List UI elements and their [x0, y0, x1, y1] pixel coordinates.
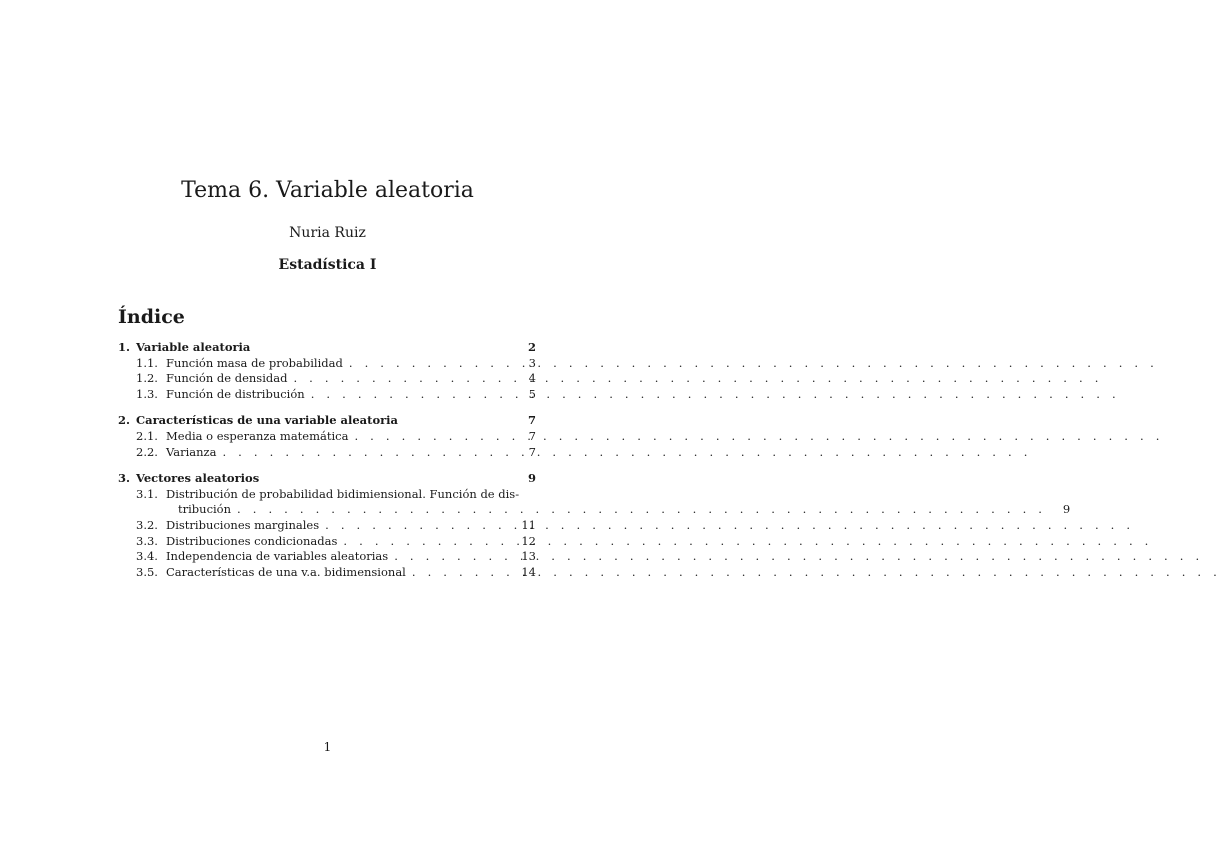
toc-section-number: 2. [118, 413, 131, 428]
toc-entry-page: 13 [521, 549, 536, 564]
toc-leader-dots [231, 502, 1052, 518]
toc-entry-title: Media o esperanza matemática [166, 428, 349, 443]
toc-section-number: 1. [118, 340, 131, 354]
table-of-contents [118, 340, 1071, 591]
toc-leader-dots [287, 371, 1108, 387]
document-title: Tema 6. Variable aleatoria [181, 178, 474, 203]
toc-entry-title-line2: tribución [178, 502, 232, 517]
toc-entry[interactable] [118, 549, 536, 565]
toc-entry[interactable] [118, 565, 536, 581]
toc-entry-title: Independencia de variables aleatorias [166, 549, 389, 564]
toc-section-page: 7 [527, 413, 536, 428]
toc-entry-page: 3 [528, 355, 536, 370]
toc-leader-dots [388, 549, 1209, 565]
toc-section-row[interactable] [118, 413, 536, 429]
toc-entry-number: 2.2. [136, 444, 158, 459]
toc-entry-page: 5 [528, 386, 536, 401]
toc-entry-page: 9 [1062, 502, 1071, 517]
toc-entry[interactable] [118, 356, 536, 372]
toc-entry[interactable] [118, 445, 536, 461]
toc-entry[interactable] [118, 429, 536, 445]
toc-entry-number: 1.3. [136, 386, 158, 401]
toc-entry-page: 7 [528, 444, 536, 459]
toc-entry-number: 3.5. [136, 564, 158, 579]
toc-entry-title: Características de una v.a. bidimensional [166, 564, 406, 579]
toc-entry[interactable] [118, 371, 536, 387]
toc-entry-number: 1.1. [136, 355, 158, 370]
toc-entry-page: 11 [521, 517, 536, 532]
toc-leader-dots [337, 534, 1158, 550]
toc-leader-dots [216, 445, 1037, 461]
toc-leader-dots [343, 356, 1164, 372]
toc-entry-page: 14 [521, 564, 536, 579]
toc-section-row[interactable] [118, 340, 536, 356]
toc-section-page: 2 [527, 340, 536, 354]
toc-section-2 [118, 413, 536, 460]
toc-section-page: 9 [527, 471, 536, 486]
page-number: 1 [323, 740, 332, 754]
toc-entry-title: Función masa de probabilidad [166, 355, 343, 370]
toc-entry-number: 3.1. [136, 486, 158, 501]
toc-leader-dots [305, 387, 1126, 403]
toc-entry[interactable] [118, 518, 536, 534]
toc-entry[interactable] [118, 387, 536, 403]
toc-leader-dots [319, 518, 1140, 534]
toc-entry-title: Distribuciones marginales [166, 517, 320, 532]
toc-entry-page: 12 [521, 533, 536, 548]
toc-entry-title: Función de distribución [166, 386, 305, 401]
index-heading: Índice [118, 306, 185, 328]
toc-section-1 [118, 340, 536, 402]
toc-entry[interactable] [118, 534, 536, 550]
toc-entry-page: 4 [528, 371, 536, 386]
toc-entry-number: 2.1. [136, 428, 158, 443]
toc-section-number: 3. [118, 471, 131, 486]
toc-section-title: Características de una variable aleatoria [136, 413, 398, 428]
toc-entry-title: Varianza [166, 444, 217, 459]
toc-section-row[interactable] [118, 471, 536, 487]
toc-entry-title: Distribuciones condicionadas [166, 533, 338, 548]
toc-entry-number: 3.3. [136, 533, 158, 548]
toc-entry-number: 3.2. [136, 517, 158, 532]
toc-section-title: Vectores aleatorios [136, 471, 260, 486]
toc-entry-number: 3.4. [136, 549, 158, 564]
toc-entry-number: 1.2. [136, 371, 158, 386]
toc-entry[interactable] [118, 486, 1071, 518]
toc-leader-dots [348, 429, 1169, 445]
toc-section-3 [118, 471, 1071, 580]
toc-entry-page: 7 [528, 428, 536, 443]
toc-entry-title: Función de densidad [166, 371, 288, 386]
toc-entry-title-line1: Distribución de probabilidad bidimiensional. Función de dis- [166, 486, 520, 501]
toc-section-title: Variable aleatoria [136, 340, 251, 354]
document-author: Nuria Ruiz [289, 225, 366, 241]
document-subject: Estadística I [278, 257, 377, 273]
